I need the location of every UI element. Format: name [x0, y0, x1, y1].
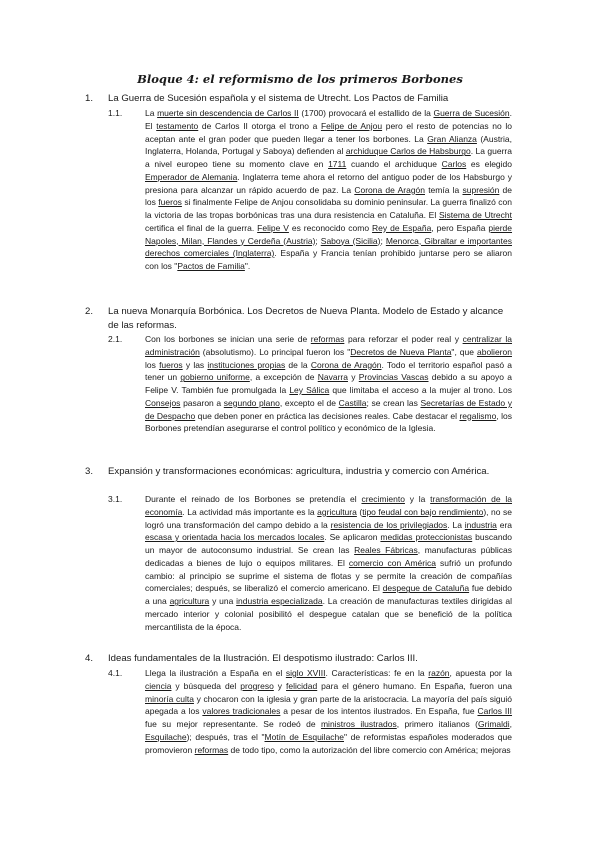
text-run: a pesar de los intentos ilustrados. En España, fue — [280, 706, 478, 717]
text-run: y la — [404, 494, 431, 504]
underlined-term: gobierno uniforme — [180, 372, 250, 383]
underlined-term: progreso — [240, 680, 274, 691]
text-run: (Austria, Inglaterra, Holanda, Portugal y Saboya) defienden al — [145, 133, 512, 157]
text-run: de todo tipo, como la autorización del libre comercio con América; mejoras — [228, 744, 511, 755]
text-run: ), no se logró una transformación del campo debido a la — [145, 506, 512, 530]
underlined-term: Consejos — [145, 397, 181, 408]
text-run: y — [273, 680, 287, 691]
text-run: . España y Francia tenían prohibido juntarse pero se aliaron con los " — [145, 248, 513, 271]
text-run: cuando el archiduque — [346, 159, 442, 169]
text-run: fue debido a una — [145, 583, 512, 606]
text-run: es elegido — [466, 159, 513, 169]
text-run: para reforzar el poder real y — [344, 334, 463, 344]
text-run: (1700) provocará el estallido de la — [298, 108, 434, 118]
underlined-term: Castilla — [338, 397, 367, 408]
underlined-term: despegue de Cataluña — [382, 583, 470, 594]
text-run: La — [145, 108, 158, 118]
underlined-term: Corona de Aragón — [354, 184, 425, 195]
underlined-term: instituciones propias — [207, 359, 286, 370]
text-run: y las — [182, 359, 208, 370]
underlined-term: 1711 — [328, 159, 347, 169]
underlined-term: transformación de la economía — [145, 494, 513, 517]
section-number: 2. — [85, 306, 94, 317]
text-run: , excepto el de — [279, 397, 339, 408]
underlined-term: segundo plano — [223, 397, 280, 408]
section-number: 4. — [85, 653, 94, 664]
underlined-term: Esquilache — [145, 731, 187, 742]
subsection-body — [145, 667, 512, 756]
underlined-term: siglo XVIII — [285, 668, 326, 678]
text-run: fue su mejor representante. Se rodeó de — [145, 719, 321, 729]
document-title: Bloque 4: el reformismo de los primeros Borbones — [137, 72, 463, 86]
underlined-term: reformas — [194, 744, 229, 755]
text-run: , a excepción de — [249, 372, 318, 383]
subsection-number: 3.1. — [108, 494, 123, 504]
underlined-term: Emperador de Alemania — [145, 171, 238, 182]
underlined-term: comercio con América — [348, 557, 436, 568]
text-run: ". — [244, 261, 251, 271]
section-title: La Guerra de Sucesión española y el sistema de Utrecht. Los Pactos de Familia — [108, 93, 449, 104]
underlined-term: supresión — [462, 184, 500, 195]
underlined-term: Decretos de Nueva Planta — [350, 346, 452, 357]
text-run: pero el resto de potencias no lo aceptan ante el gran poder que pueden llegar a tener los borbones. La — [145, 120, 512, 144]
underlined-term: Provincias Vascas — [358, 372, 429, 383]
underlined-term: testamento — [156, 120, 199, 131]
text-run: . Se aplicaron — [324, 532, 381, 543]
text-run: Durante el reinado de los Borbones se pretendía el — [145, 494, 362, 504]
underlined-term: Carlos — [441, 159, 467, 169]
text-run: ", que — [451, 346, 477, 357]
underlined-term: archiduque Carlos de Habsburgo — [345, 146, 471, 157]
text-run: temía la — [425, 184, 463, 195]
underlined-term: reformas — [310, 334, 345, 344]
text-run: Llega la ilustración a España en el — [145, 668, 286, 678]
text-run: ; — [315, 235, 321, 246]
text-run: Con los borbones se inician una serie de — [145, 334, 311, 344]
subsection-number: 2.1. — [108, 334, 123, 344]
underlined-term: valores tradicionales — [202, 706, 281, 717]
text-run: y chocaron con la iglesia y gran parte de la aristocracia. La mayoría del país siguió apegada a los — [145, 693, 512, 717]
underlined-term: fueros — [158, 197, 182, 208]
text-run: , primero italianos ( — [396, 719, 478, 729]
text-run: , apuesta por la — [449, 668, 512, 678]
text-run: sufrió un profundo cambio: al principio se suprime el sistema de flotas y se permite la creación de compañías comerciales; después, se liberalizó el comercio americano. El — [145, 557, 512, 594]
subsection-body — [145, 107, 512, 273]
text-run: que limitaba el acceso a la mujer al trono. Los — [329, 385, 513, 395]
subsection-body — [145, 333, 512, 435]
underlined-term: medidas proteccionistas — [380, 532, 473, 543]
text-run: certifica el final de la guerra. — [145, 222, 258, 233]
text-run: los — [145, 359, 160, 370]
text-run: pasaron a — [180, 397, 224, 408]
underlined-term: agricultura — [317, 506, 357, 517]
text-run: era — [496, 519, 512, 530]
text-run: para el género humano. En España, fueron una — [317, 680, 512, 691]
underlined-term: Menorca, Gibraltar e importantes derechos comerciales (Inglaterra) — [145, 235, 512, 259]
text-run: buscando un mayor de autoconsumo industrial. Se crean las — [145, 532, 513, 555]
underlined-term: Felipe V — [257, 222, 289, 233]
section-number: 3. — [85, 466, 94, 477]
underlined-term: Grimaldi — [477, 719, 510, 729]
underlined-term: regalismo — [459, 410, 497, 421]
underlined-term: razón — [428, 668, 450, 678]
underlined-term: agricultura — [169, 596, 210, 606]
underlined-term: felicidad — [286, 680, 318, 691]
text-run: de Carlos II otorga el trono a — [198, 120, 321, 131]
text-run: " de reformistas españoles moderados que promovieron — [145, 731, 512, 755]
text-run: y una — [209, 596, 237, 606]
text-run: . Todo el territorio español pasó a tener un — [145, 359, 513, 383]
text-run: y — [347, 372, 359, 383]
text-run: ; — [380, 235, 386, 246]
text-run: . El — [145, 108, 512, 131]
text-run: , los Borbones pretendían asegurarse el control político y económico de la Iglesia. — [145, 410, 512, 434]
text-run: . Inglaterra teme ahora el retorno del antiguo poder de los Habsburgo y presiona para alcanzar un rápido acuerdo de paz. La — [145, 171, 512, 195]
text-run: . La actividad más importante es la — [182, 506, 318, 517]
underlined-term: Ley Sálica — [289, 385, 330, 395]
underlined-term: tipo feudal con bajo rendimiento — [362, 506, 484, 517]
underlined-term: abolieron — [476, 346, 512, 357]
underlined-term: muerte sin descendencia de Carlos II — [157, 108, 299, 118]
underlined-term: Guerra de Sucesión — [433, 108, 510, 118]
subsection-body — [145, 493, 512, 633]
text-run: debido a su apoyo a Felipe V. También fue promulgada la — [145, 372, 512, 395]
subsection-number: 4.1. — [108, 668, 123, 678]
section-title: Expansión y transformaciones económicas: agricultura, industria y comercio con América. — [108, 466, 490, 477]
text-run: ); después, tras el " — [186, 731, 265, 742]
text-run: . La — [447, 519, 465, 530]
subsection-number: 1.1. — [108, 108, 123, 118]
text-run: es reconocido como — [288, 222, 373, 233]
underlined-term: industria — [464, 519, 497, 530]
underlined-term: Navarra — [317, 372, 348, 383]
underlined-term: ciencia — [145, 680, 172, 691]
underlined-term: centralizar la administración — [145, 334, 513, 357]
underlined-term: Saboya (Sicilia) — [320, 235, 381, 246]
underlined-term: ministros ilustrados — [320, 719, 397, 729]
text-run: . La creación de manufacturas textiles dirigidas al mercado interior y colonial posibilitó el despegue catalan que se benefició de la política mercantilista de la época. — [145, 596, 513, 632]
text-run: (absolutismo). Lo principal fueron los " — [199, 346, 351, 357]
text-run: de los — [145, 184, 512, 208]
underlined-term: Rey de España — [372, 222, 432, 233]
underlined-term: fueros — [159, 359, 183, 370]
underlined-term: Gran Alianza — [427, 133, 477, 144]
underlined-term: Napoles, Milan, Flandes y Cerdeña (Austria) — [145, 235, 316, 246]
underlined-term: crecimiento — [361, 494, 405, 504]
text-run: que deben poner en práctica las decisiones reales. Cabe destacar el — [195, 410, 460, 421]
underlined-term: minoría culta — [145, 693, 194, 704]
section-number: 1. — [85, 93, 94, 104]
text-run: , manufacturas públicas dedicadas a bienes de lujo o equipos militares. El — [145, 545, 512, 568]
underlined-term: escasa y orientada hacia los mercados locales — [145, 532, 325, 543]
underlined-term: Felipe de Anjou — [320, 120, 383, 131]
underlined-term: Pactos de Familia — [177, 261, 245, 271]
text-run: ( — [356, 506, 363, 517]
text-run: ; se crean las — [366, 397, 421, 408]
underlined-term: industria especializada — [236, 596, 323, 606]
text-run: , pero España — [431, 222, 489, 233]
underlined-term: Motín de Esquilache — [264, 731, 344, 742]
section-title: La nueva Monarquía Borbónica. Los Decretos de Nueva Planta. Modelo de Estado y alcance de las reformas. — [108, 306, 504, 331]
text-run: , — [509, 719, 513, 729]
text-run: de la — [285, 359, 311, 370]
underlined-term: Secretarías de Estado y de Despacho — [145, 397, 513, 421]
underlined-term: Corona de Aragón — [310, 359, 382, 370]
text-run: y búsqueda del — [171, 680, 241, 691]
section-title: Ideas fundamentales de la Ilustración. El despotismo ilustrado: Carlos III. — [108, 653, 418, 664]
underlined-term: Sistema de Utrecht — [438, 210, 512, 220]
underlined-term: Carlos III — [477, 706, 513, 717]
text-run: . Características: fe en la — [325, 668, 429, 678]
text-run: si finalmente Felipe de Anjou consolidaba su dominio peninsular. La guerra finalizó con la victoria de las tropas borbónicas tras una dura resistencia en Cataluña. El — [145, 197, 512, 220]
underlined-term: resistencia de los privilegiados — [330, 519, 448, 530]
underlined-term: Reales Fábricas — [354, 545, 418, 555]
underlined-term: pierde — [488, 222, 513, 233]
text-run: . La guerra a nivel europeo tiene su momento clave en — [145, 146, 512, 169]
